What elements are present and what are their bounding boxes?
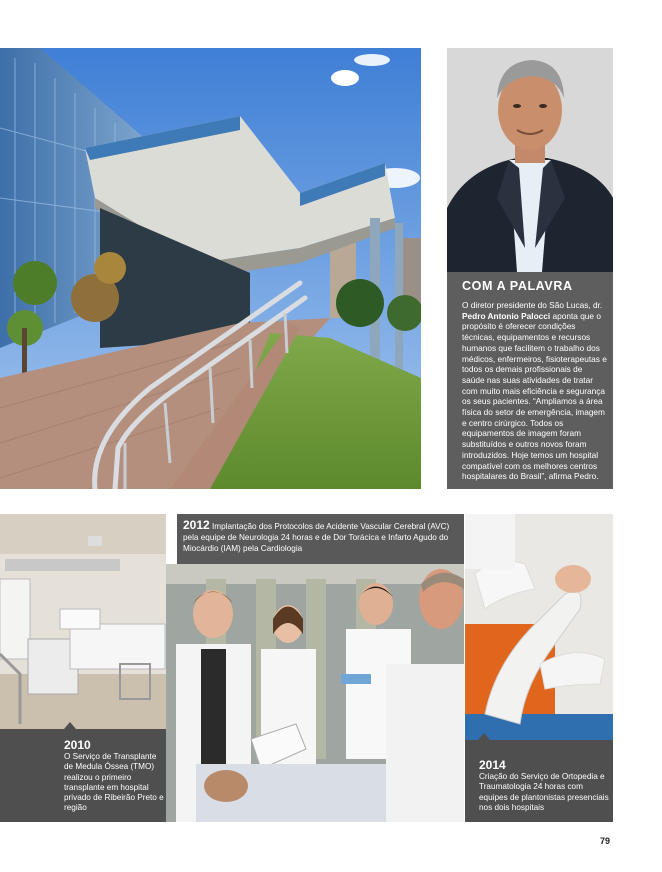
caption-pointer	[64, 722, 76, 729]
sidebar-text-intro: O diretor presidente do São Lucas, dr.	[462, 300, 603, 310]
doctors-team-photo	[166, 564, 464, 822]
caption-pointer	[478, 733, 490, 740]
orthopedics-photo	[465, 514, 613, 740]
caption-2012-text: Implantação dos Protocolos de Acidente Vascular Cerebral (AVC) pela equipe de Neurologia 24 horas e de Dor Torácica e Infarto Agudo do Miocárdio (IAM) pela Cardiologia	[183, 522, 450, 553]
caption-2014-year: 2014	[479, 758, 506, 772]
com-a-palavra-sidebar	[447, 272, 613, 489]
sidebar-text	[462, 300, 607, 482]
sidebar-heading: COM A PALAVRA	[462, 279, 573, 293]
director-name: Pedro Antonio Palocci	[462, 310, 551, 321]
caption-2010-text: O Serviço de Transplante de Medula Óssea (TMO) realizou o primeiro transplante em hospital privado de Ribeirão Preto e região	[64, 752, 164, 813]
hospital-room-photo	[0, 514, 166, 729]
caption-2010-year: 2010	[64, 738, 91, 752]
caption-2010	[0, 729, 166, 822]
sidebar-text-body: aponta que o propósito é oferecer condições técnicas, equipamentos e recursos humanos que facilitem o trabalho dos médicos, enfermeiros, fisioterapeutas e todos os demais profissionais de saúde nas suas atividades de tratar com muito mais eficiência e segurança os seus pacientes. “Ampliamos a área física do setor de emergência, imagem e centro cirúrgico. Todos os equipamentos de imagem foram substituídos e outros novos foram introduzidos. Hoje temos um hospital compatível com os melhores centros hospitalares do Brasil”, afirma Pedro.	[462, 310, 607, 482]
director-portrait-photo	[447, 48, 613, 272]
caption-2012	[177, 514, 464, 564]
page-number: 79	[600, 836, 611, 846]
caption-2014	[465, 740, 613, 822]
hospital-building-photo	[0, 48, 421, 489]
caption-2012-year: 2012	[183, 518, 210, 532]
caption-2014-text: Criação do Serviço de Ortopedia e Traumatologia 24 horas com equipes de plantonistas presenciais nos dois hospitais	[479, 772, 609, 812]
